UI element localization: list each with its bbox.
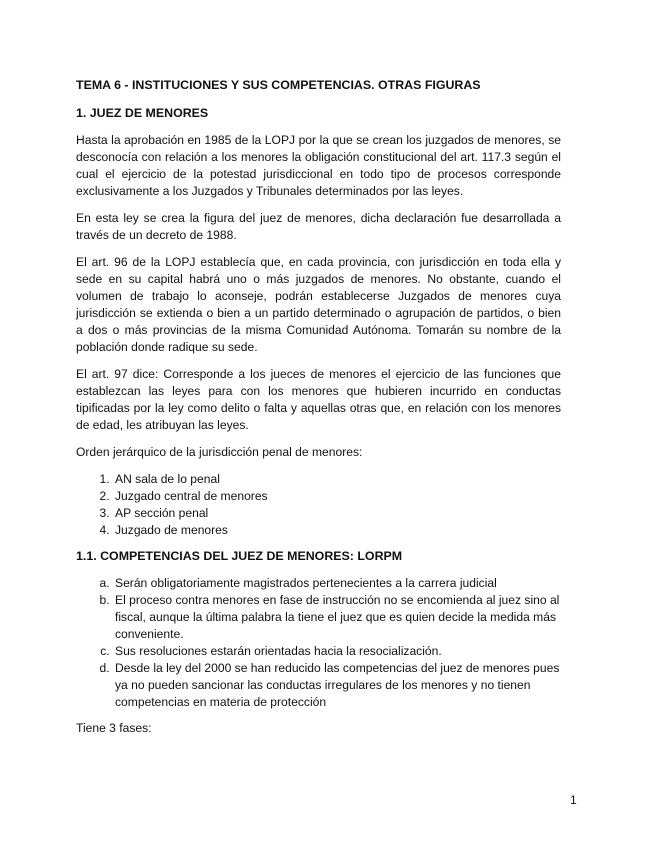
list-item: 4. Juzgado de menores [113,522,561,539]
section-heading-competencias: 1.1. COMPETENCIAS DEL JUEZ DE MENORES: LORPM [76,549,403,563]
hierarchy-list [76,471,561,539]
list-item: 1. AN sala de lo penal [113,471,561,488]
paragraph: Hasta la aprobación en 1985 de la LOPJ por la que se crean los juzgados de menores, se desconocía con relación a los menores la obligación constitucional del art. 117.3 según el cual el ejercicio de la potestad jurisdiccional en todo tipo de procesos corresponde exclusivamente a los Juzgados y Tribunales determinados por las leyes. [76,133,561,198]
list-item: a. Serán obligatoriamente magistrados pertenecientes a la carrera judicial [113,575,561,592]
document-page [76,77,561,747]
document-title: TEMA 6 - INSTITUCIONES Y SUS COMPETENCIAS. OTRAS FIGURAS [76,78,481,92]
list-item: 3. AP sección penal [113,505,561,522]
page-number: 1 [570,793,577,807]
list-item: c. Sus resoluciones estarán orientadas hacia la resocialización. [113,643,561,660]
paragraph: Orden jerárquico de la jurisdicción penal de menores: [76,445,363,459]
section-heading-juez-de-menores: 1. JUEZ DE MENORES [76,106,209,120]
paragraph: El art. 96 de la LOPJ establecía que, en cada provincia, con jurisdicción en toda ella y sede en su capital habrá uno o más juzgados de menores. No obstante, cuando el volumen de trabajo lo aconseje, podrán establecerse Juzgados de menores cuya jurisdicción se extienda o bien a un partido determinado o agrupación de partidos, o bien a dos o más provincias de la misma Comunidad Autónoma. Tomarán su nombre de la población donde radique su sede. [76,255,561,354]
competencias-list [76,575,561,711]
paragraph: En esta ley se crea la figura del juez de menores, dicha declaración fue desarrollada a través de un decreto de 1988. [76,211,561,242]
list-item: b. El proceso contra menores en fase de instrucción no se encomienda al juez sino al fiscal, aunque la última palabra la tiene el juez que es quien decide la medida más conveniente. [113,592,561,643]
paragraph: El art. 97 dice: Corresponde a los jueces de menores el ejercicio de las funciones que establezcan las leyes para con los menores que hubieren incurrido en conductas tipificadas por la ley como delito o falta y aquellas otras que, en relación con los menores de edad, les atribuyan las leyes. [76,367,561,432]
list-item: d. Desde la ley del 2000 se han reducido las competencias del juez de menores pues ya no pueden sancionar las conductas irregulares de los menores y no tienen competencias en materia de protección [113,660,561,711]
list-item: 2. Juzgado central de menores [113,488,561,505]
paragraph: Tiene 3 fases: [76,721,152,735]
